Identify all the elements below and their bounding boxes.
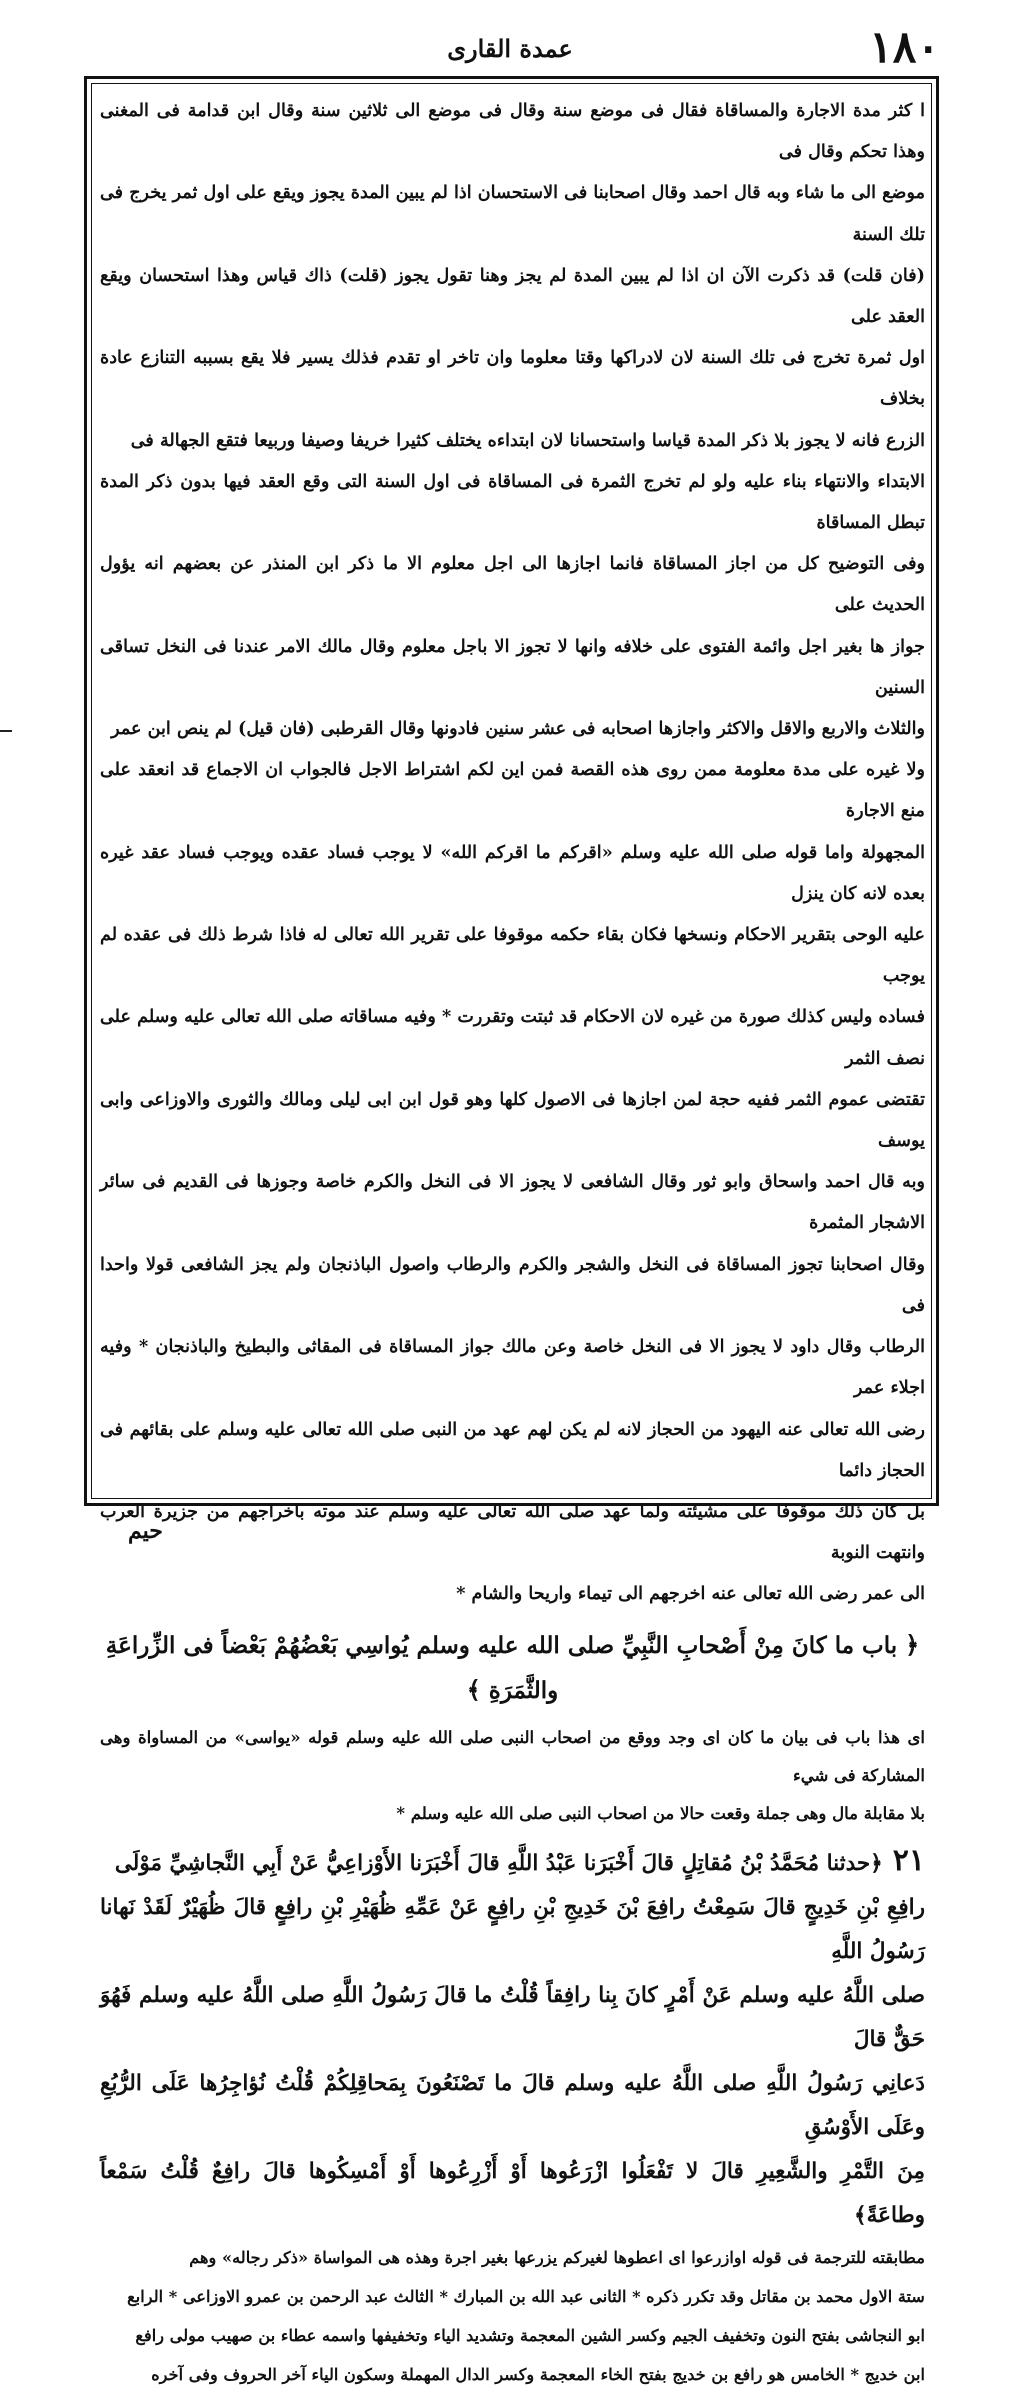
hadith-line: [100, 1839, 925, 1886]
commentary-line: الزرع فانه لا يجوز بلا ذكر المدة قياسا واستحسانا لان ابتداءه يختلف كثيرا خريفا وصيفا وربيعا فتقع الجهالة فى: [130, 429, 925, 451]
chapter-title: باب ما كانَ مِنْ أَصْحابِ النَّبِيِّ صلى الله عليه وسلم يُواسِي بَعْضُهُمْ بَعْضاً فى الزِّراعَةِ والثَّمَرَةِ: [105, 1631, 898, 1704]
commentary-line: الى عمر رضى الله تعالى عنه اخرجهم الى تيماء واريحا والشام *: [456, 1583, 925, 1605]
hadith-line: دَعانِي رَسُولُ اللَّهِ صلى اللَّهُ عليه وسلم قالَ ما تَصْنَعُونَ بِمَحاقِلِكُمْ قُلْتُ نُؤاجِرُها عَلَى الرُّبُعِ وعَلَى الأَوْسُقِ: [100, 2070, 925, 2140]
commentary-line: والثلاث والاربع والاقل والاكثر واجازها اصحابه فى عشر سنين فادونها وقال القرطبى (فان قيل) لم ينص ابن عمر: [111, 718, 925, 740]
heading-ornament-close: ﴾: [466, 1674, 481, 1704]
commentary-line: اول ثمرة تخرج فى تلك السنة لان لادراكها وقتا معلوما وان تاخر او تقدم فذلك يسير فلا يقع بسببه التنازع عادة بخلاف: [100, 347, 925, 410]
commentary-line: وبه قال احمد واسحاق وابو ثور وقال الشافعى لا يجوز الا فى النخل والكرم خاصة وجوزها فى القديم فى سائر الاشجار المثمرة: [100, 1171, 925, 1234]
page-number: ١٨٠: [869, 22, 940, 73]
commentary-block: [100, 90, 925, 1615]
hadith-text: ﴿حدثنا مُحَمَّدُ بْنُ مُقاتِلٍ قالَ أَخْبَرَنا عَبْدُ اللَّهِ قالَ أَخْبَرَنا الأَوْزاعِيُّ عَنْ أَبِي النَّجاشِيِّ مَوْلَى: [114, 1850, 883, 1876]
commentary-line: وقال اصحابنا تجوز المساقاة فى النخل والشجر والكرم والرطاب واصول الباذنجان ولم يجز الشافعى قولا واحدا فى: [100, 1253, 925, 1316]
bottom-margin-note: حيم: [128, 1518, 163, 1544]
chapter-explanation: [100, 1719, 925, 1833]
hadith-line: مِنَ التَّمْرِ والشَّعِيرِ قالَ لا تَفْعَلُوا ازْرَعُوها أَوْ أَزْرِعُوها أَوْ أَمْسِكُوها قالَ رافِعٌ قُلْتُ سَمْعاً وطاعَةً﴾: [100, 2158, 925, 2228]
commentary-line: الابتداء والانتهاء بناء عليه ولو لم تخرج الثمرة فى المساقاة فى اول السنة التى وقع العقد فيها بدون ذكر المدة تبطل المساقاة: [100, 470, 925, 534]
heading-ornament-open: ﴿: [905, 1629, 920, 1659]
hadith-number: ٢١: [892, 1842, 925, 1878]
commentary-line: (فان قلت) قد ذكرت الآن ان اذا لم يبين المدة لم يجز وهنا تقول يجوز (قلت) ذاك قياس وهذا استحسان ويقع العقد على: [100, 264, 925, 328]
commentary-line: عليه الوحى بتقرير الاحكام ونسخها فكان بقاء حكمه موقوفا على تقرير الله تعالى له فاذا شرط ذلك فى عقده لم يوجب: [100, 924, 925, 987]
chapter-heading: [100, 1623, 925, 1713]
commentary-line: ولا غيره على مدة معلومة ممن روى هذه القصة فمن اين لكم اشتراط الاجل فالجواب ان الاجماع قد انعقد على منع الاجارة: [100, 759, 925, 822]
margin-mark: [0, 730, 12, 732]
commentary-line: الرطاب وقال داود لا يجوز الا فى النخل خاصة وعن مالك جواز المساقاة فى المقاثى والبطيخ والباذنجان * وفيه اجلاء عمر: [100, 1336, 925, 1399]
notes-line: ابو النجاشى بفتح النون وتخفيف الجيم وكسر الشين المعجمة وتشديد الياء وتخفيفها واسمه عطاء بن صهيب مولى رافع: [135, 2325, 925, 2345]
hadith-line: صلى اللَّهُ عليه وسلم عَنْ أَمْرٍ كانَ بِنا رافِقاً قُلْتُ ما قالَ رَسُولُ اللَّهِ صلى اللَّهُ عليه وسلم فَهُوَ حَقٌّ قالَ: [100, 1982, 925, 2052]
commentary-line: بل كان ذلك موقوفا على مشيئته ولما عهد صلى الله تعالى عليه وسلم عند موته باخراجهم من جزيرة العرب وانتهت النوبة: [100, 1500, 925, 1564]
running-title: عمدة القارى: [447, 34, 573, 63]
commentary-line: فساده وليس كذلك صورة من غيره لان الاحكام قد ثبتت وتقررت * وفيه مساقاته صلى الله تعالى عليه وسلم على نصف الثمر: [100, 1006, 925, 1069]
notes-line: ابن خديج * الخامس هو رافع بن خديج بفتح الخاء المعجمة وكسر الدال المهملة وسكون الياء آخر الحروف وفى آخره: [151, 2364, 925, 2384]
notes-line: مطابقته للترجمة فى قوله اوازرعوا اى اعطوها لغيركم يزرعها بغير اجرة وهذه هى المواساة «ذكر رجاله» وهم: [189, 2247, 925, 2267]
commentary-line: رضى الله تعالى عنه اليهود من الحجاز لانه لم يكن لهم عهد من النبى صلى الله تعالى عليه وسلم على بقائهم فى الحجاز دائما: [100, 1418, 925, 1481]
hadith-line: رافِعِ بْنِ خَدِيجٍ قالَ سَمِعْتُ رافِعَ بْنَ خَدِيجِ بْنِ رافِعٍ عَنْ عَمِّهِ ظُهَيْرِ بْنِ رافِعٍ قالَ ظُهَيْرٌ لَقَدْ نَهانا رَسُولُ اللَّهِ: [100, 1894, 925, 1964]
explanation-line: بلا مقابلة مال وهى جملة وقعت حالا من اصحاب النبى صلى الله عليه وسلم *: [396, 1803, 925, 1823]
commentary-line: تقتضى عموم الثمر ففيه حجة لمن اجازها فى الاصول كلها وهو قول ابن ابى ليلى ومالك والثورى والاوزاعى وابى يوسف: [100, 1088, 925, 1152]
commentary-line: موضع الى ما شاء وبه قال احمد وقال اصحابنا فى الاستحسان اذا لم يبين المدة يجوز ويقع على اول ثمر يخرج فى تلك السنة: [100, 182, 925, 245]
commentary-line: جواز ها بغير اجل وائمة الفتوى على خلافه وانها لا تجوز الا باجل معلوم وقال مالك الامر عندنا فى النخل تساقى السنين: [100, 635, 925, 698]
commentary-line: وفى التوضيح كل من اجاز المساقاة فانما اجازها الى اجل معلوم الا ما ذكر ابن المنذر عن بعضهم انه يؤول الحديث على: [100, 553, 925, 616]
commentary-line: المجهولة واما قوله صلى الله عليه وسلم «اقركم ما اقركم الله» لا يوجب فساد عقده ويوجب فساد عقد غيره بعده لانه كان ينزل: [100, 841, 925, 904]
explanation-line: اى هذا باب فى بيان ما كان اى وجد ووقع من اصحاب النبى صلى الله عليه وسلم قوله «يواسى» من المساواة وهى المشاركة فى شيء: [100, 1727, 925, 1785]
notes-line: ستة الاول محمد بن مقاتل وقد تكرر ذكره * الثانى عبد الله بن المبارك * الثالث عبد الرحمن بن عمرو الاوزاعى * الرابع: [127, 2286, 925, 2306]
notes-block: [100, 2238, 925, 2394]
commentary-line: ا كثر مدة الاجارة والمساقاة فقال فى موضع سنة وقال فى موضع الى ثلاثين سنة وقال ابن قدامة فى المغنى وهذا تحكم وقال فى: [100, 100, 925, 163]
hadith-block: [100, 1839, 925, 2238]
page-header: [80, 22, 940, 73]
